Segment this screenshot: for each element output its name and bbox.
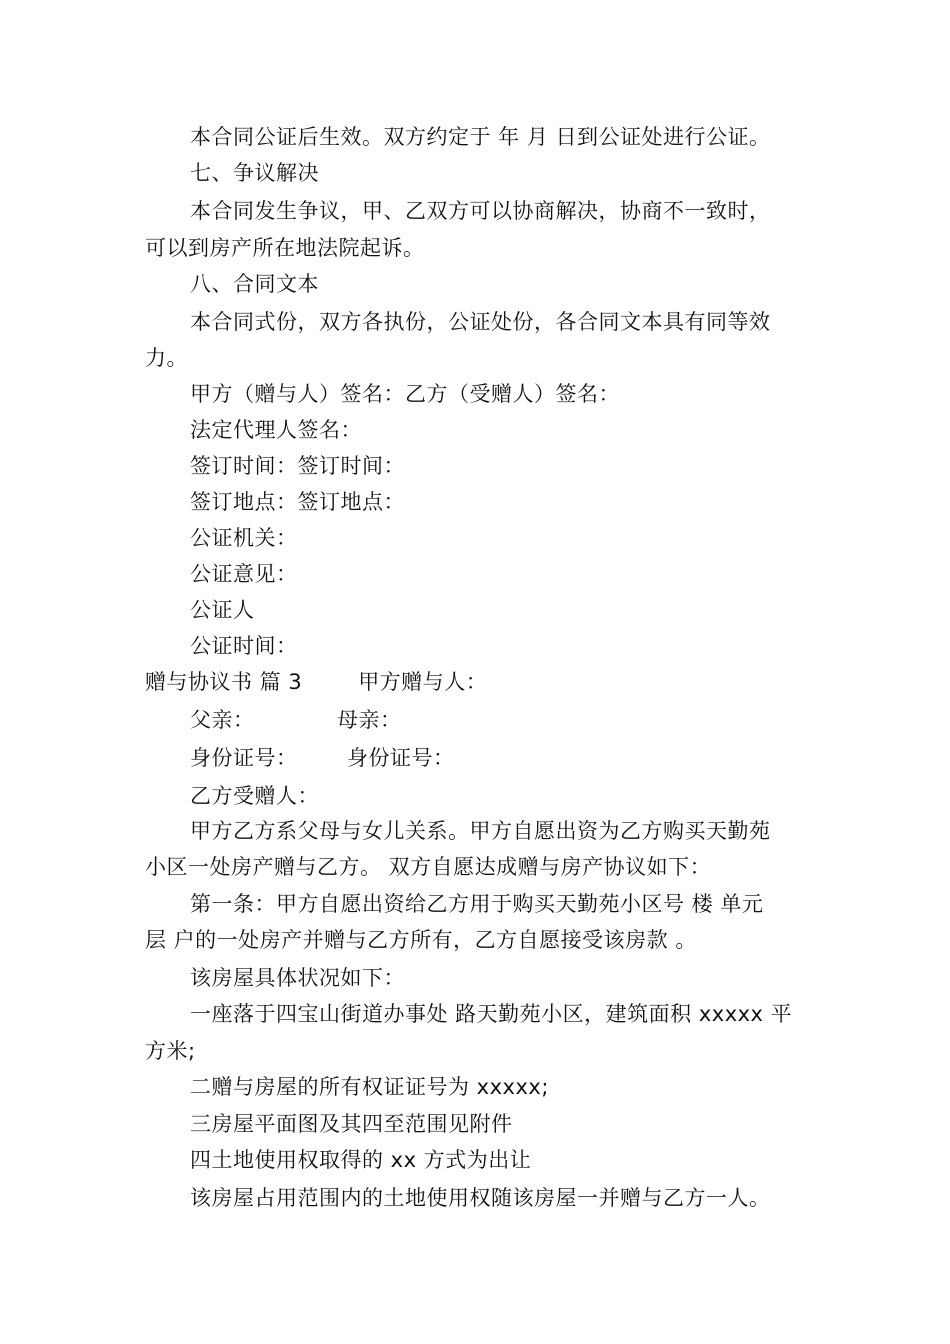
- text-line: 方米;: [145, 1039, 196, 1063]
- text-line: 本合同发生争议，甲、乙双方可以协商解决，协商不一致时，: [190, 199, 771, 223]
- text-line: 层 户的一处房产并赠与乙方所有，乙方自愿接受该房款 。: [145, 928, 697, 952]
- text-line: 一座落于四宝山街道办事处 路天勤苑小区，建筑面积 xxxxx 平: [190, 1002, 793, 1026]
- article-one: 第一条：甲方自愿出资给乙方用于购买天勤苑小区号 楼 单元: [190, 892, 764, 916]
- signature-line: 签订时间：签订时间：: [190, 454, 405, 478]
- text-line: 甲方乙方系父母与女儿关系。甲方自愿出资为乙方购买天勤苑: [190, 819, 771, 843]
- section-heading-contract-text: 八、合同文本: [190, 272, 319, 296]
- section-3-heading-row: [145, 666, 487, 698]
- section-3-heading: 赠与协议书 篇 3: [145, 670, 303, 694]
- text-line: 该房屋具体状况如下：: [190, 966, 405, 990]
- id-number-label-a: 身份证号：: [190, 746, 298, 770]
- notary-line: 公证机关：: [190, 526, 298, 550]
- mother-label: 母亲：: [337, 708, 402, 732]
- text-line: 四土地使用权取得的 xx 方式为出让: [190, 1148, 532, 1172]
- notary-line: 公证时间：: [190, 634, 298, 658]
- text-line: 本合同公证后生效。双方约定于 年 月 日到公证处进行公证。: [190, 125, 771, 149]
- father-label: 父亲：: [190, 708, 255, 732]
- signature-line: 甲方（赠与人）签名：乙方（受赠人）签名：: [190, 382, 620, 406]
- signature-line: 签订地点：签订地点：: [190, 490, 405, 514]
- party-a-label: 甲方赠与人：: [358, 670, 488, 694]
- notary-line: 公证人: [190, 598, 255, 622]
- parents-row: [190, 704, 402, 736]
- text-line: 力。: [145, 346, 188, 370]
- text-line: 可以到房产所在地法院起诉。: [145, 236, 425, 260]
- party-b-label: 乙方受赠人：: [190, 784, 319, 808]
- text-line: 该房屋占用范围内的土地使用权随该房屋一并赠与乙方一人。: [190, 1186, 771, 1210]
- text-line: 三房屋平面图及其四至范围见附件: [190, 1112, 513, 1136]
- text-line: 本合同式份，双方各执份，公证处份，各合同文本具有同等效: [190, 310, 771, 334]
- signature-line: 法定代理人签名：: [190, 418, 362, 442]
- text-line: 小区一处房产赠与乙方。 双方自愿达成赠与房产协议如下：: [145, 855, 712, 879]
- notary-line: 公证意见：: [190, 562, 298, 586]
- id-number-row: [190, 742, 455, 774]
- id-number-label-b: 身份证号：: [347, 746, 455, 770]
- text-line: 二赠与房屋的所有权证证号为 xxxxx;: [190, 1075, 549, 1099]
- section-heading-dispute: 七、争议解决: [190, 161, 319, 185]
